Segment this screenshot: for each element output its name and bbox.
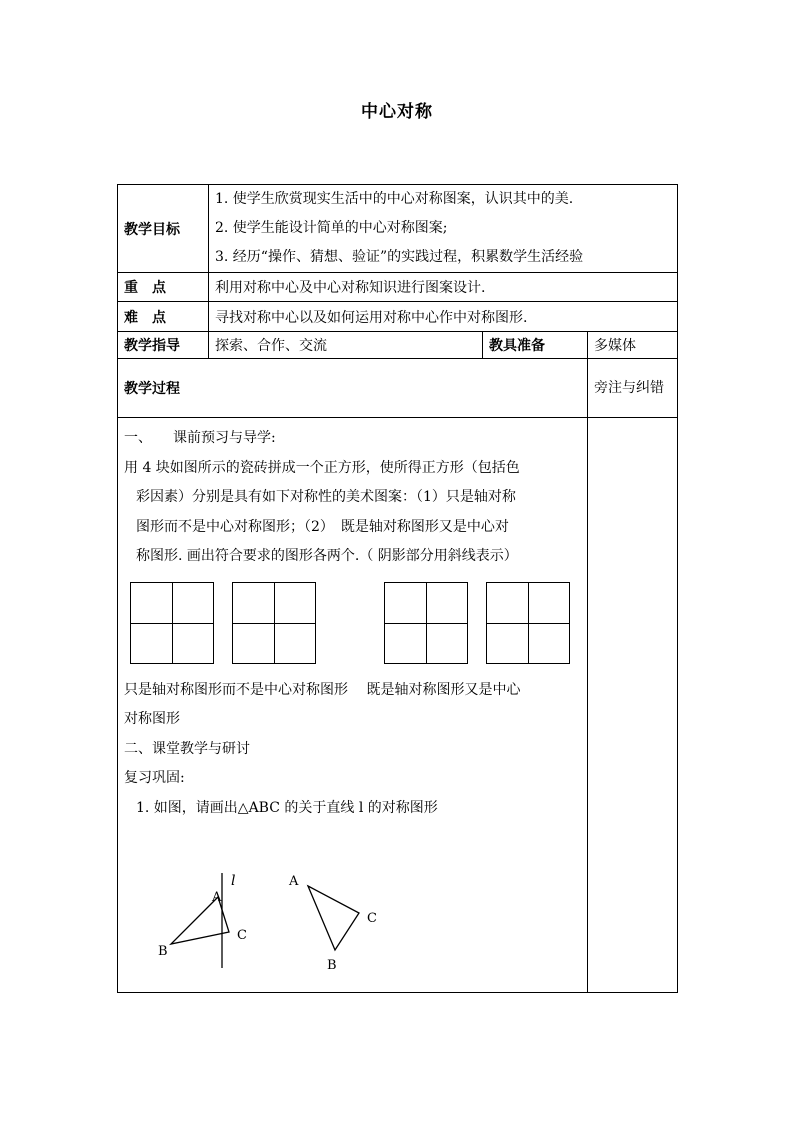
page-title: 中心对称 [361,102,433,122]
section-heading: 二、课堂教学与研讨 [124,740,250,757]
side-note-label: 旁注与纠错 [588,359,678,418]
tile-grid [232,582,316,664]
triangle-abc-second [308,886,359,950]
vertex-label: A [289,874,299,889]
tile-grids [124,572,581,676]
side-note-cell [588,418,678,993]
key-point-row [118,273,678,302]
line-label: l [231,873,236,889]
tile-grid [486,582,570,664]
difficulty-row [118,302,678,332]
task-text: 用 4 块如图所示的瓷砖拼成一个正方形，使所得正方形（包括色 [124,459,520,476]
lesson-plan-table [117,184,678,993]
review-label: 复习巩固: [124,770,185,786]
vertex-label: B [327,958,337,973]
vertex-label: A [212,890,222,905]
vertex-label: C [237,928,247,943]
tile-grid [130,582,214,664]
task-text: 称图形. 画出符合要求的图形各两个.（ 阴影部分用斜线表示） [136,548,518,564]
process-label: 教学过程 [118,359,588,418]
grid-caption: 只是轴对称图形而不是中心对称图形 既是轴对称图形又是中心 [124,681,521,698]
guidance-row [118,332,678,359]
objectives-row [118,185,678,273]
question-text: 1. 如图，请画出△ABC 的关于直线 l 的对称图形 [136,799,438,816]
vertex-label: B [158,944,168,959]
objectives-label: 教学目标 [118,185,209,273]
difficulty-label: 难 点 [118,302,209,332]
process-content [118,418,588,993]
key-point-label: 重 点 [118,273,209,302]
grid-caption: 对称图形 [124,711,180,727]
task-text: 彩因素）分别是具有如下对称性的美术图案：（1）只是轴对称 [136,489,516,505]
task-text: 图形而不是中心对称图形；（2） 既是轴对称图形又是中心对 [136,518,509,535]
tools-text: 多媒体 [588,332,678,359]
process-body-row [118,418,678,993]
section-heading: 一、 课前预习与导学: [124,430,276,446]
tile-grid [384,582,468,664]
vertex-label: C [367,911,377,926]
guidance-text: 探索、合作、交流 [209,332,483,359]
process-header-row [118,359,678,418]
triangle-diagram [124,823,424,973]
triangle-figure [124,823,581,973]
tools-label: 教具准备 [483,332,588,359]
objective-item: 1. 使学生欣赏现实生活中的中心对称图案，认识其中的美. [215,191,574,207]
difficulty-text: 寻找对称中心以及如何运用对称中心作中对称图形. [209,302,678,332]
key-point-text: 利用对称中心及中心对称知识进行图案设计. [209,273,678,302]
objective-item: 3. 经历“操作、猜想、验证”的实践过程，积累数学生活经验 [215,249,584,265]
guidance-label: 教学指导 [118,332,209,359]
objective-item: 2. 使学生能设计简单的中心对称图案; [215,220,448,236]
objectives-list [209,185,678,273]
